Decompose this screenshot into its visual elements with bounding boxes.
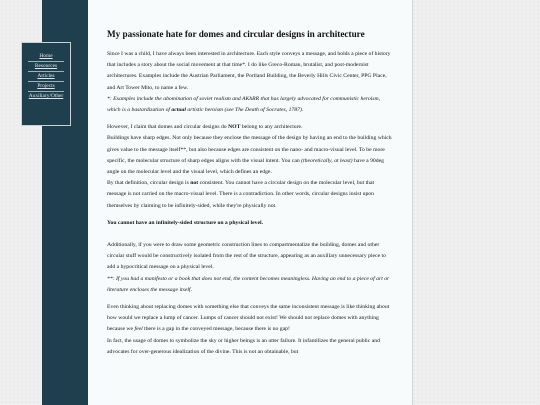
nav-link-projects[interactable]: Projects [28, 82, 64, 92]
definition-bold: not [190, 180, 199, 187]
claim-text-b: belong to any architecture. [241, 124, 303, 131]
bold-statement-text: You cannot have an infinitely-sided structure on a physical level. [107, 219, 263, 226]
nav-link-resources[interactable]: Resources [28, 62, 64, 72]
footnote-2: **: If you had a manifesto or a book that does not end, the content becomes meaningless. Having an end to a piece of art or literature encloses the message itself. [107, 275, 390, 293]
paragraph-replacing [107, 302, 392, 336]
footnote-1-bold: actual [171, 107, 186, 114]
paragraph-intro: Since I was a child, I have always been interested in architecture. Each style conveys a message, and holds a piece of history that includes a story about the social movement at that time*. I do like Greco-Roman, brutalist, and post-modernist architectures. Examples include the Austrian Parliament, the Portland Building, the Beverly Hills Civic Center, PPG Place, and Art Tower Mito, to name a few. [107, 51, 391, 91]
replacing-italic: feel [134, 326, 143, 333]
nav-link-auxiliary-other[interactable]: Auxiliary/Other [28, 93, 64, 99]
paragraph-edges [107, 133, 392, 178]
paragraph-sky: In fact, the usage of domes to symbolize the sky or higher beings is an utter failure. It infantilizes the general public and advocates for over-generous idealization of the divine. This is not an obtainable, but [107, 337, 380, 355]
paragraph-claim [107, 122, 392, 133]
edges-italic: (theoretically, at least) [301, 157, 353, 164]
article-content [88, 0, 413, 405]
edges-text-b: have a 90deg angle on the molecular level and the visual level, which defines an edge. [107, 157, 384, 176]
claim-bold: NOT [228, 124, 241, 131]
footnote-1-text-b: artistic heroism (see The Death of Socrates, 1787). [187, 107, 304, 114]
replacing-text-b: there is a gap in the conveyed message, because there is no gap! [144, 326, 290, 333]
paragraph-construction: Additionally, if you were to draw some geometric construction lines to compartmentalize the building, domes and other circular stuff would be constructively isolated from the rest of the structure, appearing as an auxillary unnecessary piece to add a hypocritical message on a physical level. [107, 242, 386, 271]
nav-link-home[interactable]: Home [28, 52, 64, 62]
article-title: My passionate hate for domes and circular designs in architecture [107, 29, 365, 39]
nav-menu [21, 42, 71, 126]
definition-text-b: consistent. You cannot have a circular design on the molecular level, but that message is not carried on the macro-visual level. There is a contradiction. In other words, circular designs insist upon themselves by claiming to be infinitely-sided, while they're physically not. [107, 180, 375, 209]
footnote-1 [107, 94, 392, 116]
bold-statement [107, 218, 392, 229]
edges-text-a: Buildings have sharp edges. Not only because they enclose the message of the design by having an end to the building which gives value to the message itself**, but also because edges are consistent on the nano- and macro-visual level. To be more specific, the molecular structure of sharp edges aligns with the visual intent. You can [107, 135, 392, 164]
footnote-1-text-a: *: Examples include the abomination of soviet realism and AKhRR that has largely advocated for communistic heroism, which is a bastardization of [107, 95, 381, 114]
definition-text-a: By that definition, circular design is [107, 180, 189, 187]
claim-text-a: However, I claim that domes and circular designs do [107, 124, 227, 131]
nav-link-articles[interactable]: Articles [28, 72, 64, 82]
replacing-text-a: Even thinking about replacing domes with something else that conveys the same inconsistent message is like thinking about how would we replace a lump of cancer. Lumps of cancer should not exist! We should not replace domes with anything because we [107, 304, 390, 333]
paragraph-definition [107, 178, 392, 212]
